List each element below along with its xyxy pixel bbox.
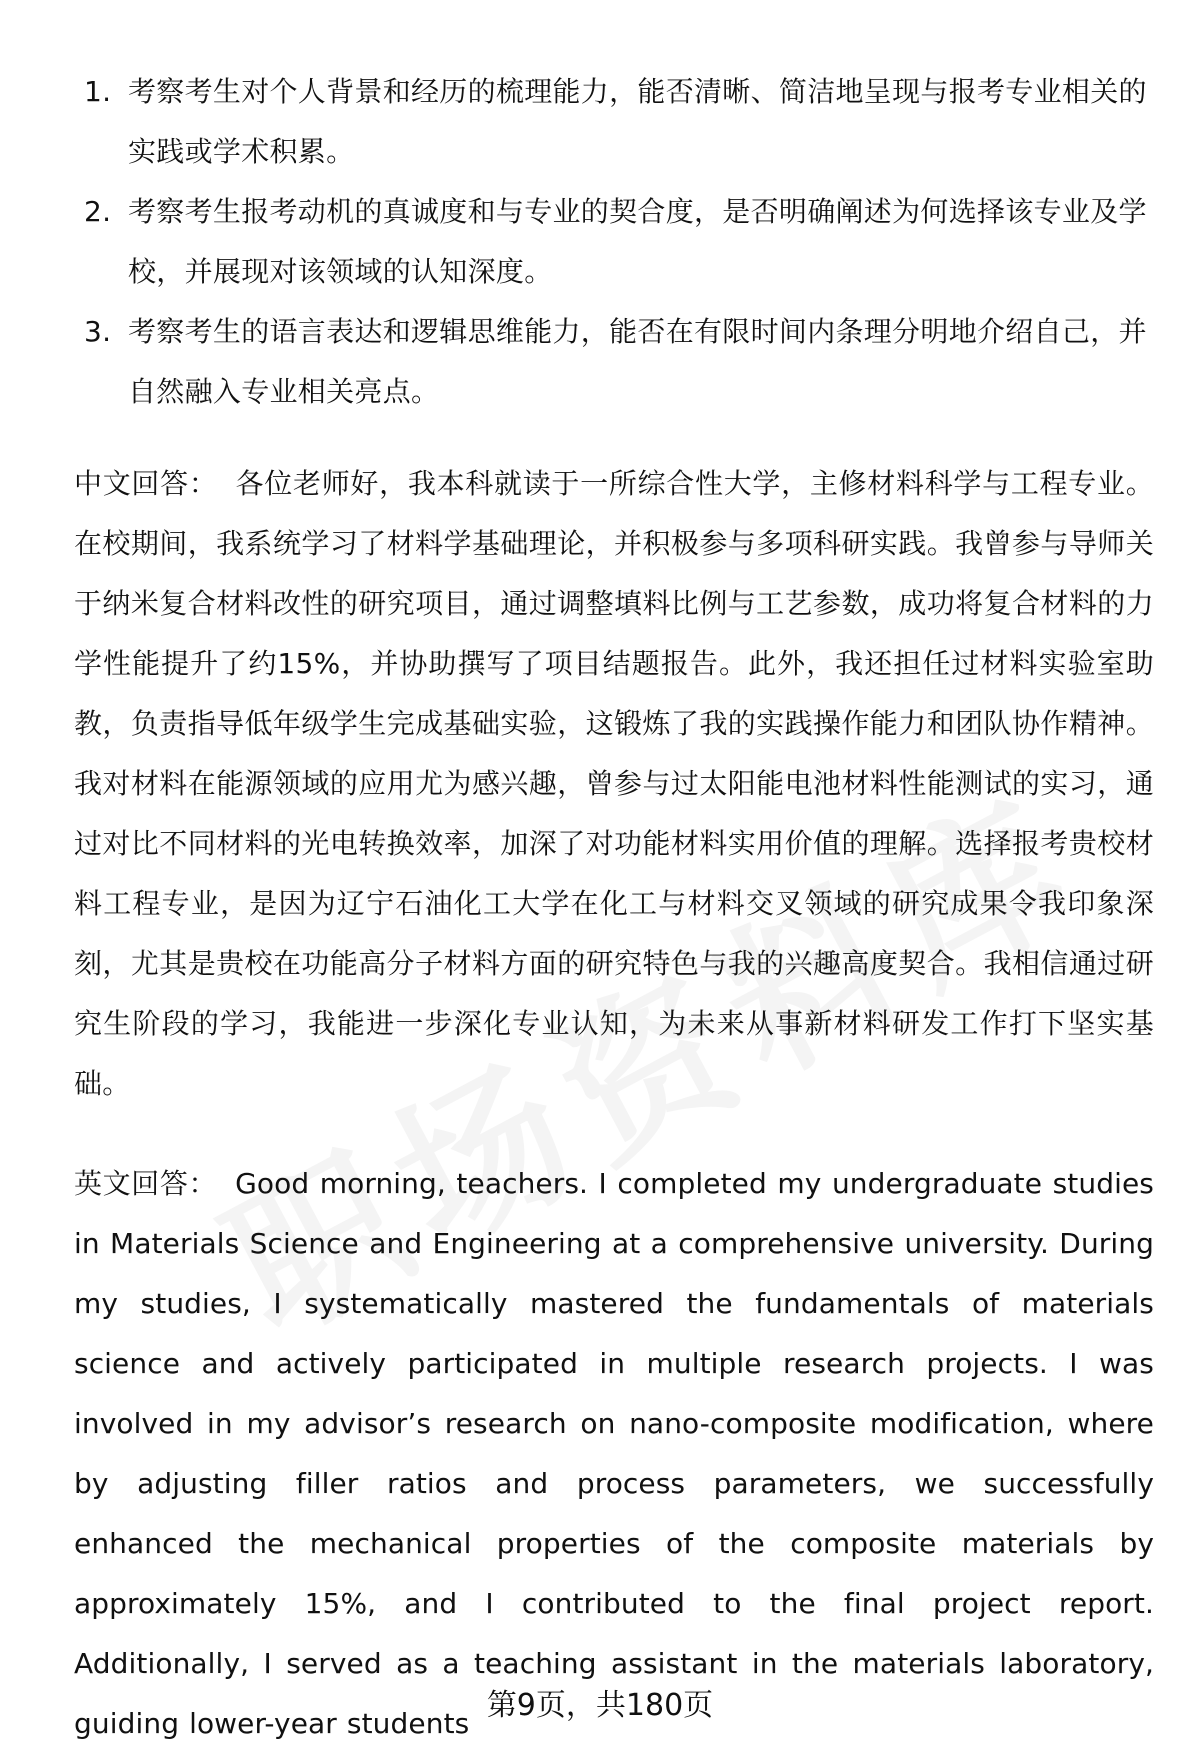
list-item-number: 3. <box>84 315 112 348</box>
list-item <box>74 182 1154 302</box>
chinese-answer-paragraph <box>74 454 1154 1114</box>
assessment-points-list <box>74 62 1154 422</box>
page-number-footer: 第9页，共180页 <box>486 1688 714 1723</box>
list-item <box>74 302 1154 422</box>
page-content <box>74 62 1154 1754</box>
chinese-answer-text: 各位老师好，我本科就读于一所综合性大学，主修材料科学与工程专业。在校期间，我系统学习了材料学基础理论，并积极参与多项科研实践。我曾参与导师关于纳米复合材料改性的研究项目，通过调整填料比例与工艺参数，成功将复合材料的力学性能提升了约15%，并协助撰写了项目结题报告。此外，我还担任过材料实验室助教，负责指导低年级学生完成基础实验，这锻炼了我的实践操作能力和团队协作精神。我对材料在能源领域的应用尤为感兴趣，曾参与过太阳能电池材料性能测试的实习，通过对比不同材料的光电转换效率，加深了对功能材料实用价值的理解。选择报考贵校材料工程专业，是因为辽宁石油化工大学在化工与材料交叉领域的研究成果令我印象深刻，尤其是贵校在功能高分子材料方面的研究特色与我的兴趣高度契合。我相信通过研究生阶段的学习，我能进一步深化专业认知，为未来从事新材料研发工作打下坚实基础。 <box>74 467 1154 1100</box>
english-answer-text: Good morning, teachers. I completed my undergraduate studies in Materials Science and Engineering at a comprehensive university. During my studies, I systematically mastered the fundamentals of materials science and actively participated in multiple research projects. I was involved in my advisor’s research on nano-composite modification, where by adjusting filler ratios and process parameters, we successfully enhanced the mechanical properties of the composite materials by approximately 15%, and I contributed to the final project report. Additionally, I served as a teaching assistant in the materials laboratory, guiding lower-year students <box>74 1167 1154 1740</box>
list-item-number: 1. <box>84 75 112 108</box>
list-item-number: 2. <box>84 195 112 228</box>
list-item-text: 考察考生对个人背景和经历的梳理能力，能否清晰、简洁地呈现与报考专业相关的实践或学术积累。 <box>128 75 1147 168</box>
english-answer-label: 英文回答： <box>74 1167 218 1200</box>
english-answer-paragraph <box>74 1154 1154 1754</box>
chinese-answer-label: 中文回答： <box>74 467 218 500</box>
list-item-text: 考察考生的语言表达和逻辑思维能力，能否在有限时间内条理分明地介绍自己，并自然融入专业相关亮点。 <box>128 315 1147 408</box>
list-item <box>74 62 1154 182</box>
list-item-text: 考察考生报考动机的真诚度和与专业的契合度，是否明确阐述为何选择该专业及学校，并展现对该领域的认知深度。 <box>128 195 1147 288</box>
